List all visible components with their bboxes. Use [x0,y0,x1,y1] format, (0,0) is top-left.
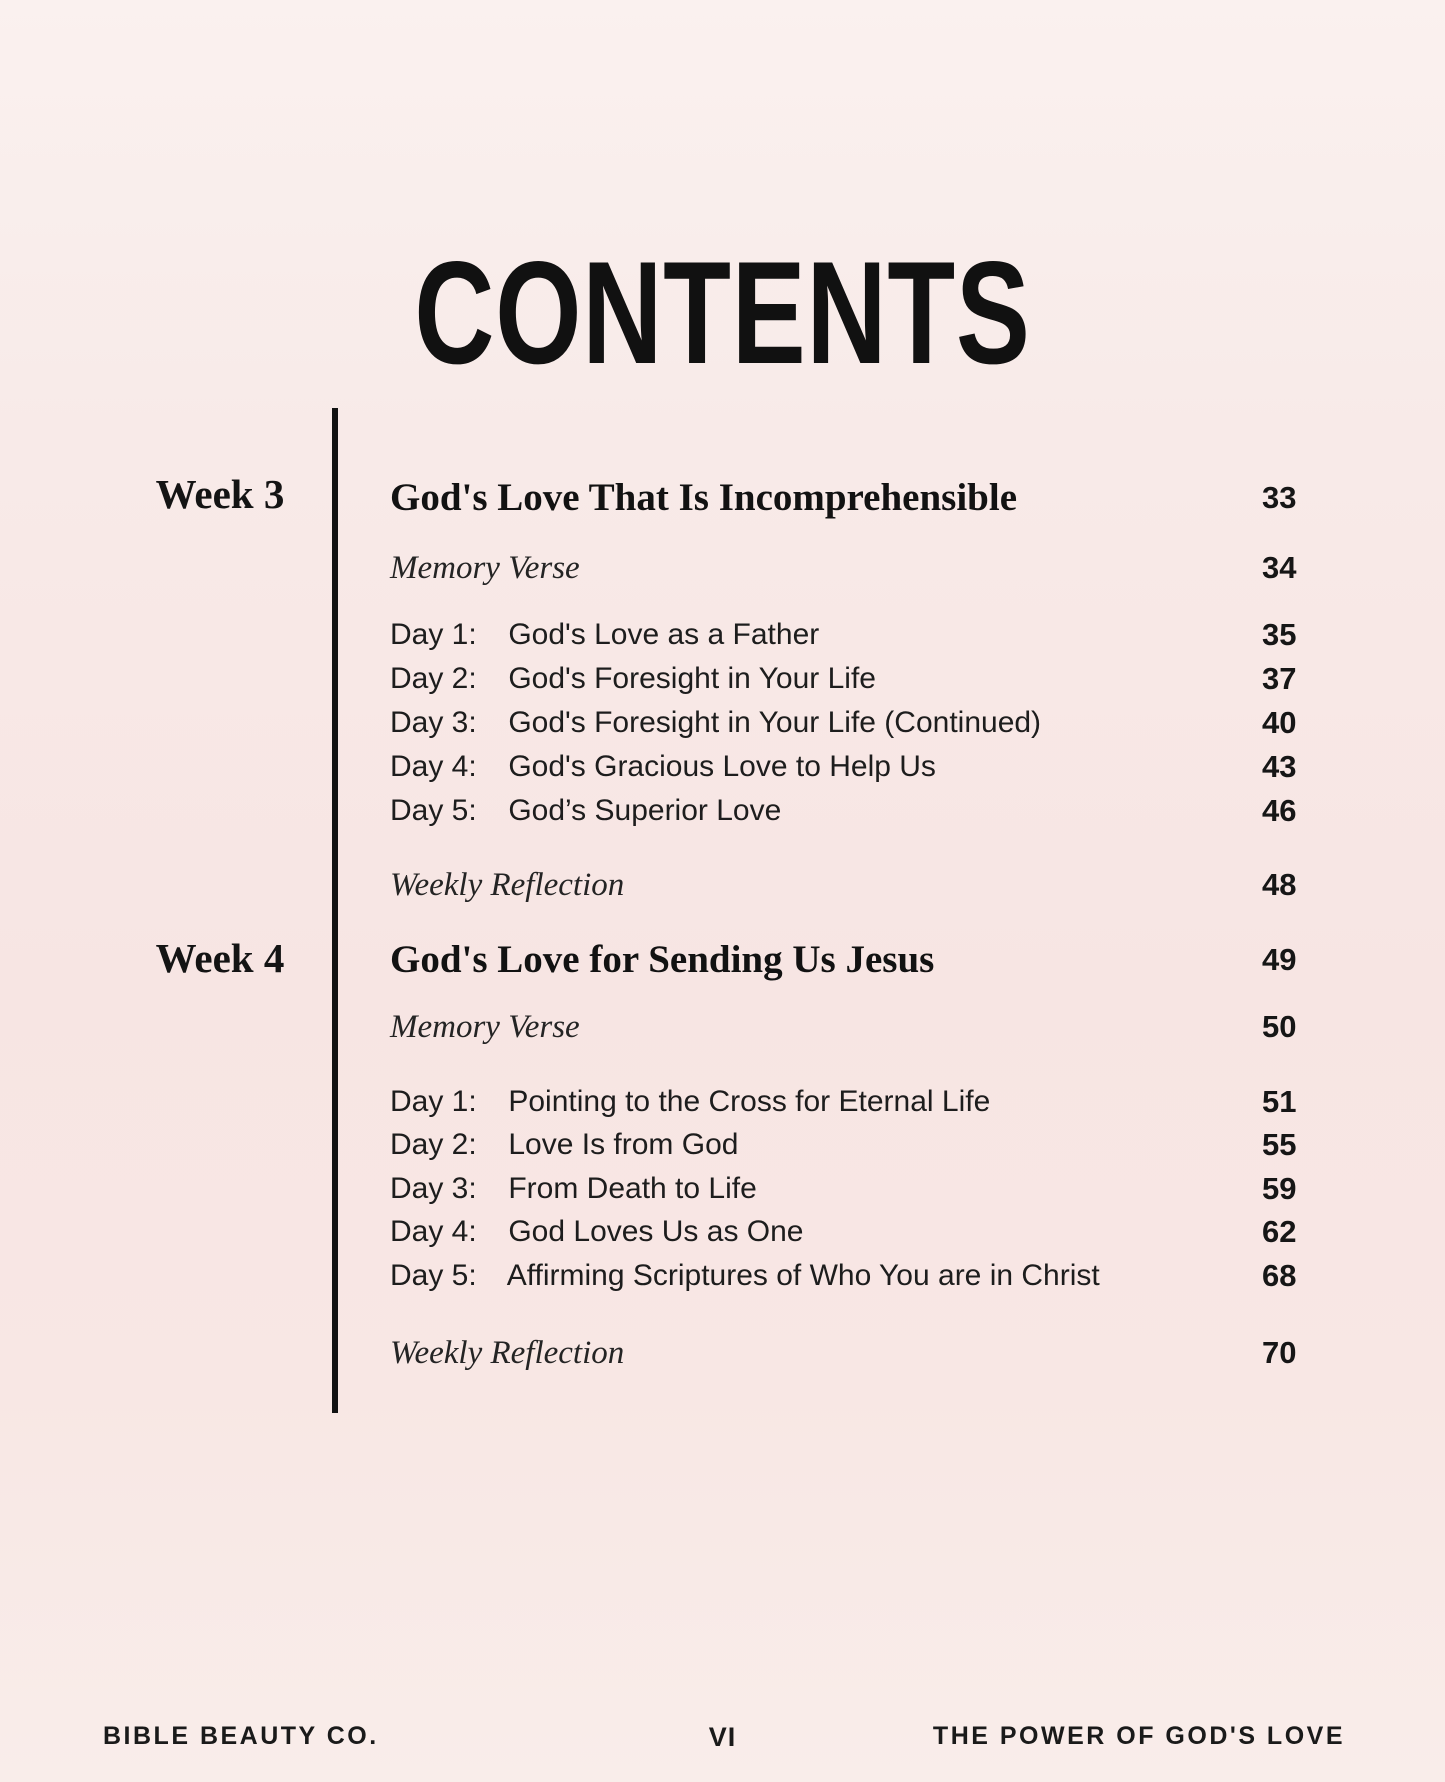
memory-verse-label: Memory Verse [390,1009,580,1045]
week-3-label: Week 3 [155,471,285,517]
week-4-chapter-row [0,936,1445,984]
weekly-reflection-label: Weekly Reflection [390,1335,625,1371]
week-3-chapter-row [0,474,1445,522]
week-3-day-5-row [0,789,1445,833]
weekly-reflection-label: Weekly Reflection [390,867,625,903]
day-label: Day 5: [390,1259,477,1292]
day-label: Day 2: [390,662,477,695]
day-title: God's Gracious Love to Help Us [508,750,936,783]
week-4-label: Week 4 [155,935,285,981]
week-4-day-2-row [0,1123,1445,1167]
page-title: CONTENTS [414,230,1031,394]
footer-book-title: THE POWER OF GOD'S LOVE [932,1722,1345,1750]
week-4-day-1-row [0,1080,1445,1124]
day-label: Day 5: [390,794,477,827]
week-3-day-2-row [0,657,1445,701]
day-label: Day 3: [390,1172,477,1205]
day-title: Love Is from God [508,1128,739,1161]
page-number: 43 [1262,749,1297,784]
page-number: 33 [1262,480,1297,515]
day-label: Day 4: [390,750,477,783]
page-number: 59 [1262,1171,1297,1206]
day-label: Day 1: [390,618,477,651]
week-3-weekly-reflection-row [0,863,1445,907]
page-number: 48 [1262,867,1297,902]
day-title: Pointing to the Cross for Eternal Life [508,1085,991,1118]
day-title: Affirming Scriptures of Who You are in Christ [506,1259,1100,1292]
week-4-day-5-row [0,1254,1445,1298]
day-label: Day 4: [390,1215,477,1248]
week-3-day-4-row [0,745,1445,789]
page-number: 62 [1262,1214,1297,1249]
page-number: 46 [1262,793,1297,828]
page-number: 49 [1262,942,1297,977]
page-number: 51 [1262,1084,1297,1119]
day-title: From Death to Life [508,1172,757,1205]
day-title: God's Love as a Father [508,618,820,651]
page-number: 70 [1262,1335,1297,1370]
day-label: Day 3: [390,706,477,739]
week-3-memory-verse-row [0,546,1445,590]
page-number: 40 [1262,705,1297,740]
day-title: God's Foresight in Your Life (Continued) [508,706,1042,739]
week-4-memory-verse-row [0,1005,1445,1049]
page-number: 68 [1262,1258,1297,1293]
week-4-weekly-reflection-row [0,1331,1445,1375]
day-title: God Loves Us as One [508,1215,804,1248]
page-number: 37 [1262,661,1297,696]
page-number: 55 [1262,1127,1297,1162]
day-label: Day 1: [390,1085,477,1118]
page-number: 34 [1262,550,1297,585]
page-number: 50 [1262,1009,1297,1044]
footer-page-roman-numeral: VI [708,1722,737,1752]
week-4-day-4-row [0,1210,1445,1254]
page-number: 35 [1262,617,1297,652]
day-title: God’s Superior Love [508,794,782,827]
chapter-title: God's Love That Is Incomprehensible [390,476,1018,519]
chapter-title: God's Love for Sending Us Jesus [390,938,935,981]
week-4-day-3-row [0,1167,1445,1211]
week-3-day-1-row [0,613,1445,657]
week-3-day-3-row [0,701,1445,745]
footer-brand: BIBLE BEAUTY CO. [103,1722,379,1750]
day-label: Day 2: [390,1128,477,1161]
day-title: God's Foresight in Your Life [508,662,876,695]
memory-verse-label: Memory Verse [390,550,580,586]
